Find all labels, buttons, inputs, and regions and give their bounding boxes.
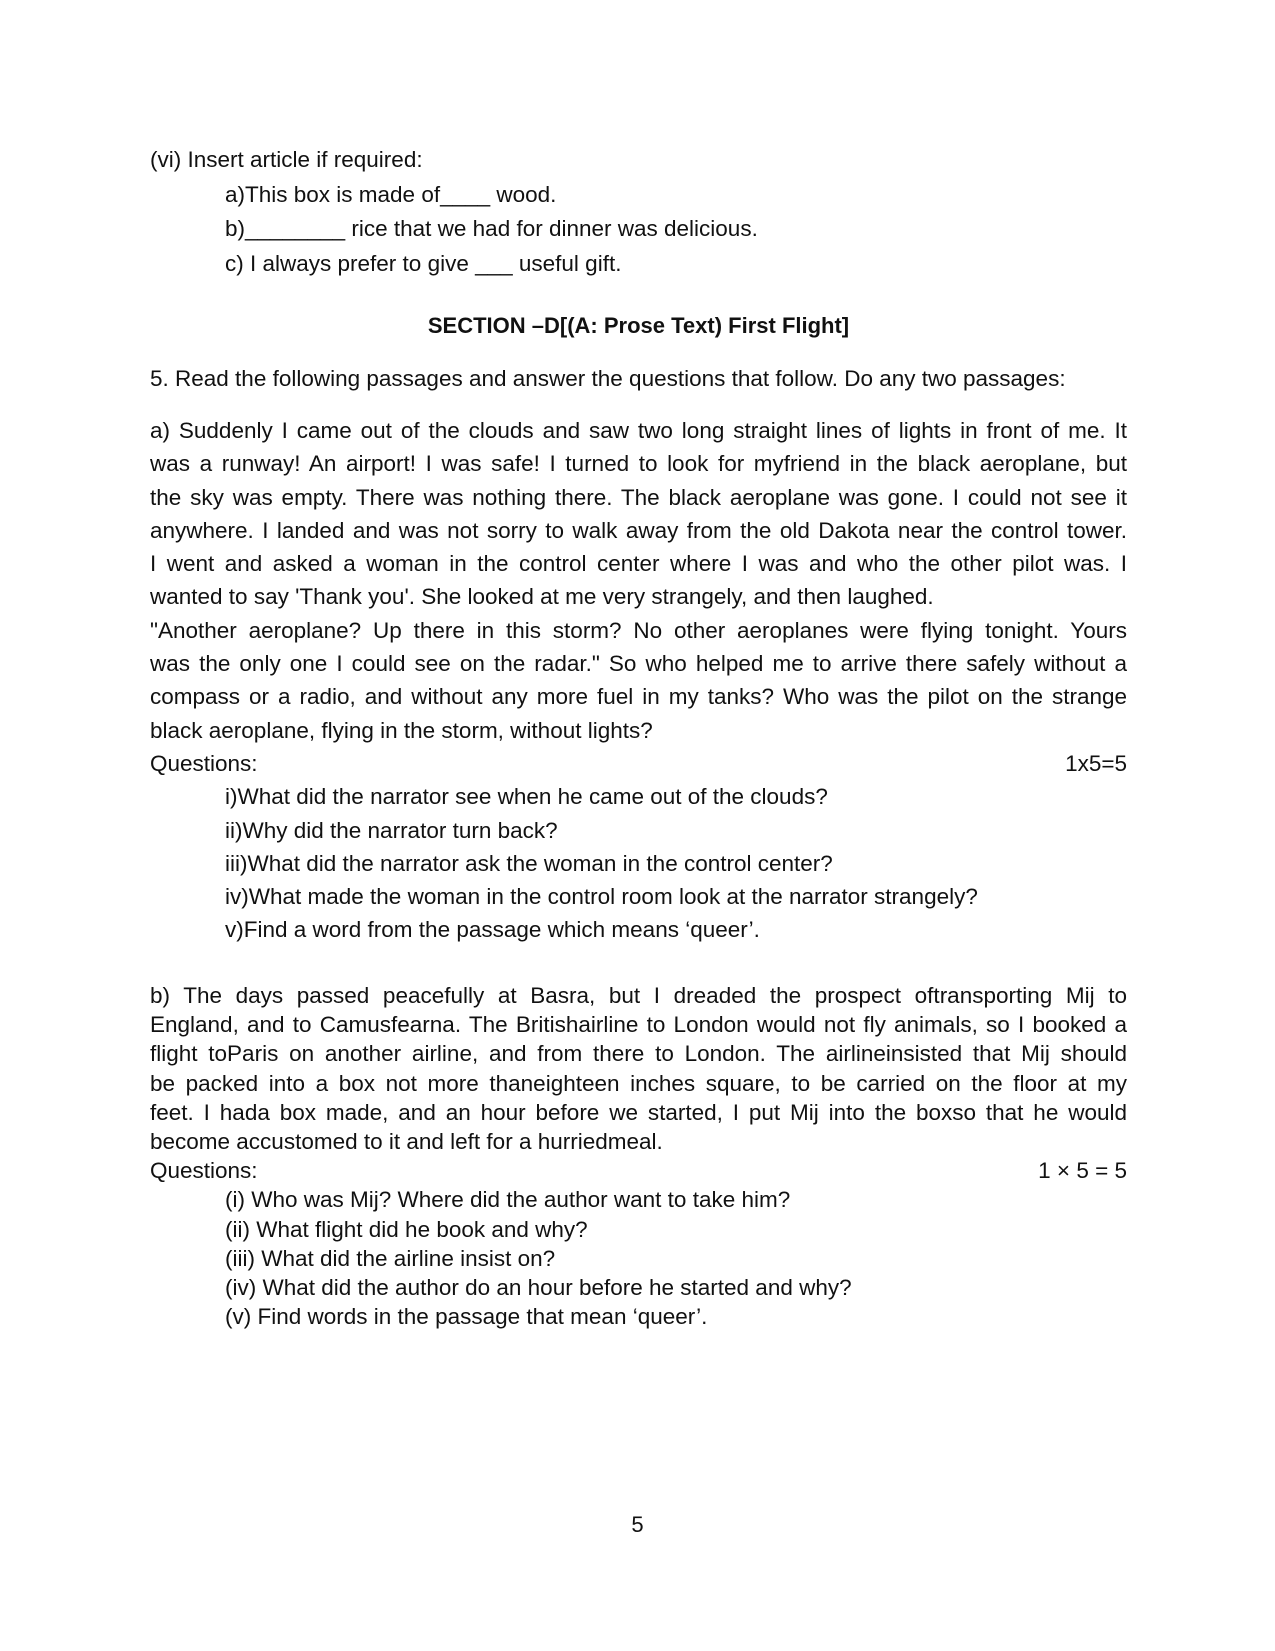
passage-line: the sky was empty. There was nothing there. The black aeroplane was gone. I could not see it bbox=[150, 484, 1127, 510]
question-item: ii)Why did the narrator turn back? bbox=[225, 817, 558, 843]
exercise-item: b)________ rice that we had for dinner was delicious. bbox=[225, 216, 758, 241]
marks-label: 1x5=5 bbox=[1065, 750, 1127, 776]
marks-label: 1 × 5 = 5 bbox=[1038, 1158, 1127, 1184]
exercise-title: (vi) Insert article if required: bbox=[150, 147, 423, 172]
exercise-item: a)This box is made of____ wood. bbox=[225, 181, 557, 207]
question-item: v)Find a word from the passage which means ‘queer’. bbox=[225, 917, 760, 943]
passage-line: was a runway! An airport! I was safe! I turned to look for myfriend in the black aeroplane, but bbox=[150, 451, 1127, 477]
instruction-text: 5. Read the following passages and answer the questions that follow. Do any two passages: bbox=[150, 366, 1066, 391]
passage-a bbox=[150, 414, 1127, 947]
questions-label: Questions: bbox=[150, 1158, 258, 1184]
passage-line: I went and asked a woman in the control center where I was and who the other pilot was. I bbox=[150, 551, 1127, 577]
passage-line: feet. I hada box made, and an hour before we started, I put Mij into the boxso that he would bbox=[150, 1099, 1127, 1125]
question-item: (i) Who was Mij? Where did the author want to take him? bbox=[225, 1187, 791, 1213]
passage-line: black aeroplane, flying in the storm, without lights? bbox=[150, 717, 653, 743]
questions-label: Questions: bbox=[150, 750, 258, 776]
passage-line: a) Suddenly I came out of the clouds and saw two long straight lines of lights in front of me. It bbox=[150, 418, 1127, 443]
question-item: (ii) What flight did he book and why? bbox=[225, 1216, 588, 1242]
passage-line: "Another aeroplane? Up there in this storm? No other aeroplanes were flying tonight. Yours bbox=[150, 617, 1127, 643]
page-number: 5 bbox=[631, 1512, 644, 1537]
question-item: i)What did the narrator see when he came out of the clouds? bbox=[225, 784, 828, 810]
passage-b-text bbox=[150, 981, 1127, 1156]
passage-a-text bbox=[150, 414, 1127, 747]
passage-line: wanted to say 'Thank you'. She looked at me very strangely, and then laughed. bbox=[150, 584, 934, 610]
question-item: (v) Find words in the passage that mean ‘queer’. bbox=[225, 1304, 708, 1330]
question-item: (iv) What did the author do an hour before he started and why? bbox=[225, 1275, 852, 1301]
question-item: iv)What made the woman in the control room look at the narrator strangely? bbox=[225, 884, 978, 910]
instruction bbox=[150, 362, 1127, 397]
passage-line: become accustomed to it and left for a hurriedmeal. bbox=[150, 1129, 663, 1155]
passage-b bbox=[150, 981, 1127, 1331]
article-exercise bbox=[150, 143, 1127, 281]
passage-line: compass or a radio, and without any more fuel in my tanks? Who was the pilot on the strange bbox=[150, 684, 1127, 710]
passage-line: anywhere. I landed and was not sorry to walk away from the old Dakota near the control tower. bbox=[150, 517, 1127, 543]
section-heading: SECTION –D[(A: Prose Text) First Flight] bbox=[427, 313, 850, 338]
exercise-item: c) I always prefer to give ___ useful gift. bbox=[225, 250, 622, 276]
passage-line: b) The days passed peacefully at Basra, but I dreaded the prospect oftransporting Mij to bbox=[150, 983, 1127, 1008]
passage-line: was the only one I could see on the radar." So who helped me to arrive there safely without a bbox=[150, 651, 1127, 677]
question-item: (iii) What did the airline insist on? bbox=[225, 1245, 556, 1271]
passage-line: England, and to Camusfearna. The Britishairline to London would not fly animals, so I booked a bbox=[150, 1012, 1127, 1038]
questions-header bbox=[150, 1156, 1127, 1185]
passage-line: flight toParis on another airline, and from there to London. The airlineinsisted that Mij should bbox=[150, 1041, 1127, 1067]
passage-line: be packed into a box not more thaneighteen inches square, to be carried on the floor at my bbox=[150, 1070, 1127, 1096]
questions-header bbox=[150, 747, 1127, 780]
question-item: iii)What did the narrator ask the woman in the control center? bbox=[225, 850, 833, 876]
